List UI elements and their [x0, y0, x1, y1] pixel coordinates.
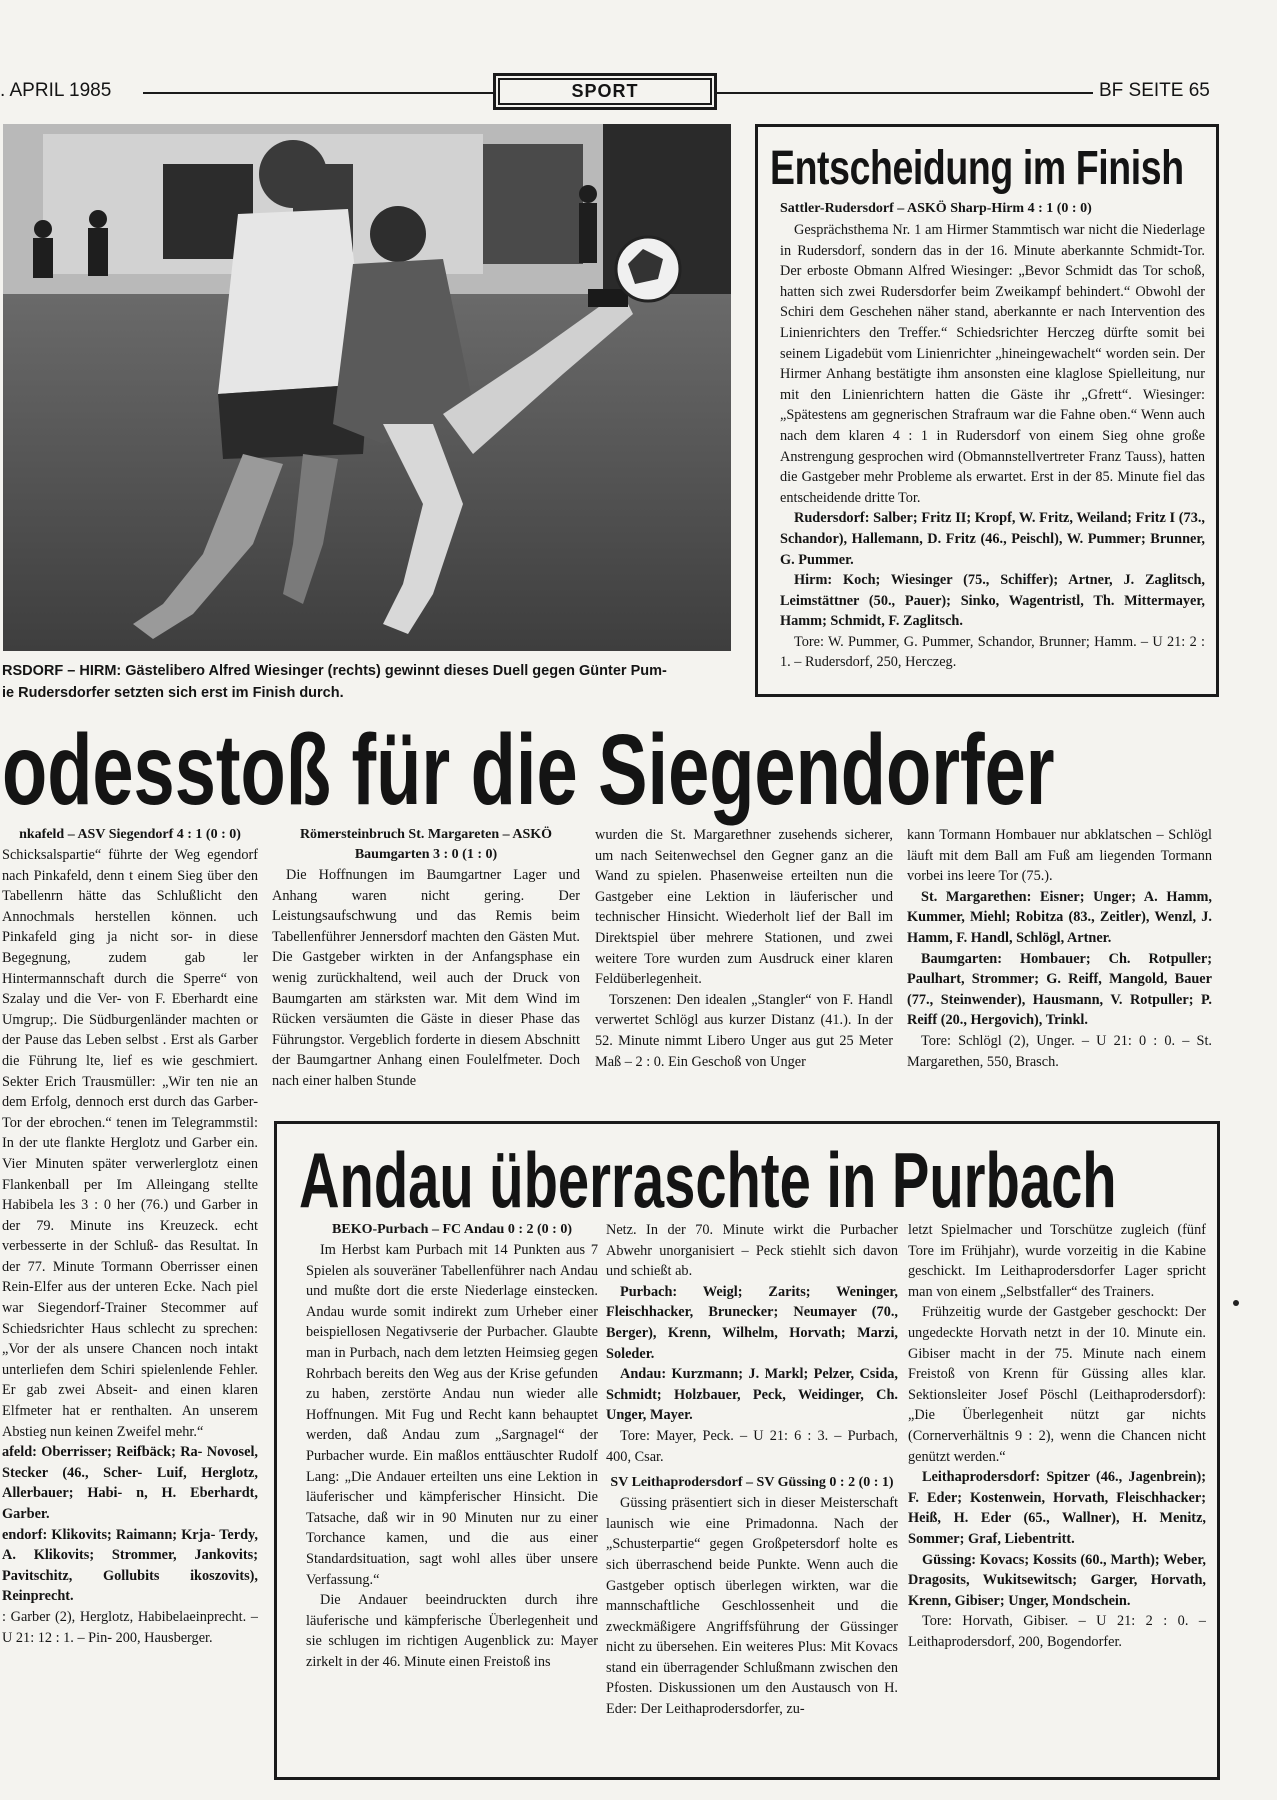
lineup-pinkafeld: afeld: Oberrisser; Reifbäck; Ra- Novosel, Stecker (46., Scher- Luif, Herglotz, Allerbauer; Habi- n, H. Eberhardt, Garber. — [2, 1444, 258, 1522]
paragraph: Im Herbst kam Purbach mit 14 Punkten aus 7 Spielen als souveräner Tabellenführer nach Andau und mußte dort die erste Niederlage einstecken. Andau wurde somit indirekt zum Urheber einer beispiellosen Negativserie der Purbacher. Glaubte man in Purbach, nach dem letzten Heimsieg gegen Rohrbach bereits den Weg aus der Krise gefunden zu haben, zerstörte Andau nun wieder alle Hoffnungen. Mit Fug und Recht kann behauptet werden, daß Andau zum „Sargnagel“ der Purbacher wurde. Ein maßlos enttäuschter Rudolf Lang: „Die Andauer erteilten uns eine Lektion in läuferischer und kämpferischer Hinsicht. Die Tatsache, daß wir in 90 Minuten nur zu einer Torchance kamen, und die aus einer Standardsituation, sagt wohl alles über unsere Verfassung.“ — [306, 1242, 598, 1588]
lineup-baumgarten: Baumgarten: Hombauer; Ch. Rotpuller; Paulhart, Strommer; G. Reiff, Mangold, Bauer (77., Steinwender), Hausmann, V. Rotpuller; P. Reiff (20., Hergovich), Trinkl. — [907, 950, 1212, 1029]
goals-line: : Garber (2), Herglotz, Habibelaeinprecht. – U 21: 12 : 1. – Pin- 200, Hausberger. — [2, 1608, 258, 1646]
paragraph: Schicksalspartie“ führte der Weg egendorf nach Pinkafeld, denn t einem Sieg über den Tabellenrn hätte das Schlußlicht den Annochmals herstellen können. uch Pinkafeld ging ja nicht sor- in diese Begegnung, zudem gab ler Hintermannschaft durch die Sperre“ von Szalay und die Ver- von F. Eberhardt eine Umgrup;. Die Südburgenländer machten or der Pause das Leben selbst . Erst als Garber die Führung lte, lief es wie geschmiert. Sekter Erich Trausmüller: „Wir ten nie an dem Erfolg, dennoch erst durch das Garber-Tor der ebrochen.“ tenen im Telegrammstil: In der ute flankte Herglotz und Garber ein. Vier Minuten später verwerlerglotz einen Flankenball per Im Alleingang stellte Habibela les 3 : 0 her (76.) und Garber in der 79. Minute ins Kreuzeck. echt verbesserte in der Schluß- das Resultat. In der 77. Minute Tormann Oberrisser einen Rein-Elfer aus der unteren Ecke. Nach piel war Siegendorf-Trainer Stecommer auf Schiedsrichter Haus schlecht zu sprechen: „Vor der als unsere Chancen noch intakt unterliefen dem Schiri spielenlende Fehler. Er gab zwei Abseit- and einen klaren Elfmeter hat er renthalten. An unserem Abstieg nun keinen Zweifel mehr.“ — [2, 847, 258, 1440]
print-dot — [1233, 1300, 1239, 1306]
caption-line: RSDORF – HIRM: Gästelibero Alfred Wiesinger (rechts) gewinnt dieses Duell gegen Günter Pum- — [2, 663, 667, 679]
lineup-andau: Andau: Kurzmann; J. Markl; Pelzer, Csida, Schmidt; Holzbauer, Peck, Weidinger, Ch. Unger, Mayer. — [606, 1366, 898, 1424]
paragraph: Frühzeitig wurde der Gastgeber geschockt: Der ungedeckte Horvath netzt in der 10. Minute ein. Gibiser macht in der 75. Minute nach einem Freistoß von Krenn für Güssing alles klar. Sektionsleiter Josef Pöschl (Leithaprodersdorf): „Die Überlegenheit nützt gar nichts (Cornerverhältnis 9 : 2), wenn die Chancen nicht genützt werden.“ — [908, 1304, 1206, 1465]
issue-date: . APRIL 1985 — [0, 80, 112, 101]
match-result: nkafeld – ASV Siegendorf 4 : 1 (0 : 0) — [19, 827, 241, 842]
header-rule-left — [143, 92, 493, 94]
paragraph: Güssing präsentiert sich in dieser Meisterschaft launisch wie eine Primadonna. Nach der „Schusterpartie“ gegen Großpetersdorf holte es sich überraschend beide Punkte. Wenn auch die Gastgeber optisch überlegen wirkten, war die mannschaftliche Geschlossenheit und die zweckmäßigere Angriffsführung der Güssinger nicht zu übersehen. Ein weiteres Plus: Mit Kovacs stand ein überragender Schlußmann zwischen den Pfosten. Diskussionen um den Austausch von H. Eder: Der Leithaprodersdorfer, zu- — [606, 1495, 898, 1718]
article-title: Andau überraschte in Purbach — [299, 1136, 1117, 1224]
match-result: Römersteinbruch St. Margareten – ASKÖ Baumgarten 3 : 0 (1 : 0) — [299, 827, 553, 862]
football-duel-photo — [3, 124, 731, 651]
match-result: SV Leithaprodersdorf – SV Güssing 0 : 2 (0 : 1) — [610, 1475, 894, 1491]
andau-column-3 — [908, 1220, 1206, 1768]
paragraph: kann Tormann Hombauer nur abklatschen – Schlögl läuft mit dem Ball am Fuß am liegenden Tormann vorbei ins leere Tor (75.). — [907, 827, 1212, 885]
siegendorf-column-3 — [595, 825, 893, 1110]
siegendorf-column-1 — [2, 825, 258, 1785]
siegendorf-column-2 — [272, 825, 580, 1110]
lineup-rudersdorf: Rudersdorf: Salber; Fritz II; Kropf, W. Fritz, Weiland; Fritz I (73., Schandor), Hallemann, D. Fritz (46., Peischl), W. Pummer; Brunner, G. Pummer. — [780, 510, 1205, 568]
lineup-leithaprodersdorf: Leithaprodersdorf: Spitzer (46., Jagenbrein); F. Eder; Kostenwein, Horvath, Fleischhacker; Heiß, H. Eder (65., Wallner), H. Menitz, Sommer; Graf, Liebentritt. — [908, 1469, 1206, 1547]
paragraph: wurden die St. Margarethner zusehends sicherer, um nach Seitenwechsel den Gegner ganz an die Wand zu spielen. Phasenweise erteilten nun die Gastgeber eine Lektion in läuferischer und technischer Hinsicht. Wiederholt lief der Ball im Direktspiel über mehrere Stationen, und zwei weitere Tore wurden zum Ausdruck einer klaren Feldüberlegenheit. — [595, 827, 893, 988]
paragraph: Gesprächsthema Nr. 1 am Hirmer Stammtisch war nicht die Niederlage in Rudersdorf, sondern das in der 16. Minute aberkannte Schmidt-Tor. Der erboste Obmann Alfred Wiesinger: „Bevor Schmidt das Tor schoß, hatten sich zwei Rudersdorfer beim Zweikampf behindert.“ Obwohl der Schiri dem Geschehen näher stand, aberkannte er nach Intervention des Linienrichters den Treffer.“ Schiedsrichter Herczeg dürfte somit bei seinem Ligadebüt vom Linienrichter „hineingewachelt“ worden sein. Der Hirmer Anhang bestätigte ihm ansonsten eine klaglose Spielleitung, nur mit den Linienrichtern hatten die Gäste ihr „Gfrett“. Wiesinger: „Spätestens am gegnerischen Strafraum war die Fahne oben.“ Wenn auch nach dem klaren 4 : 1 in Rudersdorf von einem Sieg ohne große Anstrengung gesprochen wird (Obmannstellvertreter Franz Tauss), hatten die Gastgeber mehr Probleme als erwartet. Erst in der 85. Minute fiel das entscheidende dritte Tor. — [780, 222, 1205, 506]
lineup-hirm: Hirm: Koch; Wiesinger (75., Schiffer); Artner, J. Zaglitsch, Leimstättner (50., Pauer); Sinko, Wagentristl, Th. Mittermayer, Hamm; Schmidt, F. Zaglitsch. — [780, 572, 1205, 630]
goals-line: Tore: W. Pummer, G. Pummer, Schandor, Brunner; Hamm. – U 21: 2 : 1. – Rudersdorf, 250, Herczeg. — [780, 633, 1205, 671]
goals-line: Tore: Schlögl (2), Unger. – U 21: 0 : 0. – St. Margarethen, 550, Brasch. — [907, 1032, 1212, 1070]
article-box-finish — [755, 124, 1219, 697]
photo-caption — [2, 660, 742, 704]
lineup-guessing: Güssing: Kovacs; Kossits (60., Marth); Weber, Dragosits, Wukitsewitsch; Garger, Horvath, Krenn, Gibiser; Unger, Mondschein. — [908, 1551, 1206, 1609]
lineup-purbach: Purbach: Weigl; Zarits; Weninger, Fleischhacker, Brunecker; Neumayer (70., Berger), Krenn, Wilhelm, Horvath; Marzi, Soleder. — [606, 1283, 898, 1362]
andau-column-1 — [306, 1220, 598, 1768]
paragraph: Die Andauer beeindruckten durch ihre läuferische und kämpferische Überlegenheit und sie schlugen im richtigen Augenblick zu: Mayer zirkelt in der 46. Minute einen Freistoß ins — [306, 1592, 598, 1670]
article-title: Entscheidung im Finish — [770, 142, 1184, 195]
match-result: Sattler-Rudersdorf – ASKÖ Sharp-Hirm 4 : 1 (0 : 0) — [780, 201, 1092, 216]
section-label: SPORT — [493, 73, 717, 110]
paragraph: Torszenen: Den idealen „Stangler“ von F. Handl verwertet Schlögl aus kurzer Distanz (41.). In der 52. Minute nimmt Libero Unger aus gut 25 Meter Maß – 2 : 0. Ein Geschoß von Unger — [595, 991, 893, 1070]
andau-column-2 — [606, 1220, 898, 1768]
goals-line: Tore: Mayer, Peck. – U 21: 6 : 3. – Purbach, 400, Csar. — [606, 1427, 898, 1465]
siegendorf-column-4 — [907, 825, 1212, 1110]
match-photo — [3, 124, 731, 651]
paragraph: Die Hoffnungen im Baumgartner Lager und Anhang waren nicht gering. Der Leistungsaufschwung und das Remis beim Tabellenführer Jennersdorf machten den Gästen Mut. Die Gastgeber wirkten in der Anfangsphase ein wenig zurückhaltend, weil auch der Druck von Baumgarten am stärksten war. Mit dem Wind im Rücken versäumten die Gäste in dieser Phase das Führungstor. Vergeblich forderte in diesem Abschnitt der Baumgartner Anhang einen Foulelfmeter. Doch nach einer halben Stunde — [272, 867, 580, 1089]
lineup-siegendorf: endorf: Klikovits; Raimann; Krja- Terdy, A. Klikovits; Strommer, Jankovits; Pavitschitz, Gollubits ikoszovits), Reinprecht. — [2, 1526, 258, 1605]
paragraph: letzt Spielmacher und Torschütze zugleich (fünf Tore im Frühjahr), wurde vorzeitig in die Kabine geschickt. Im Leithaprodersdorfer Lager spricht man von einem „Selbstfaller“ des Trainers. — [908, 1222, 1206, 1300]
header-rule-right — [717, 92, 1093, 94]
paragraph: Netz. In der 70. Minute wirkt die Purbacher Abwehr unorganisiert – Peck stiehlt sich davon und schießt ab. — [606, 1222, 898, 1280]
match-result: BEKO-Purbach – FC Andau 0 : 2 (0 : 0) — [332, 1222, 572, 1237]
headline-siegendorf: odesstoß für die Siegendorfer — [2, 714, 1055, 826]
page-number: BF SEITE 65 — [1099, 80, 1210, 101]
goals-line: Tore: Horvath, Gibiser. – U 21: 2 : 0. – Leithaprodersdorf, 200, Bogendorfer. — [908, 1613, 1206, 1650]
article-body — [780, 220, 1205, 690]
caption-line: ie Rudersdorfer setzten sich erst im Finish durch. — [2, 685, 344, 701]
lineup-st-margarethen: St. Margarethen: Eisner; Unger; A. Hamm, Kummer, Miehl; Robitza (83., Zeitler), Wenzl, J. Hamm, F. Handl, Schlögl, Artner. — [907, 888, 1212, 946]
